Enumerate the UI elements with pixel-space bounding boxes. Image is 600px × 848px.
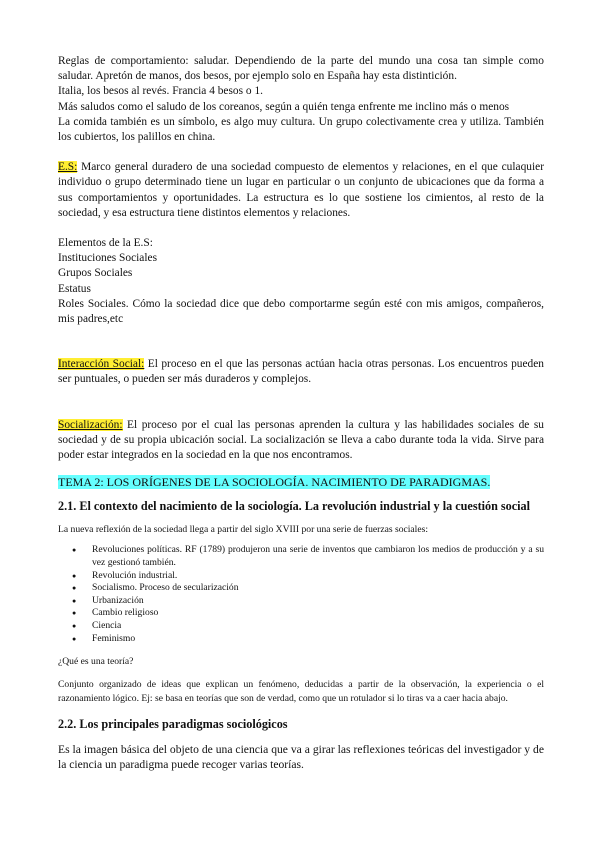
text-line: Más saludos como el saludo de los coreanos, según a quién tenga enfrente me inclino más o menos: [58, 100, 510, 113]
socializacion-term: Socialización:: [58, 418, 123, 431]
list-item: ● Revolución industrial.: [92, 570, 544, 583]
es-term: E.S:: [58, 161, 78, 174]
greetings-notes: [58, 54, 544, 145]
section-2-1-heading: 2.1. El contexto del nacimiento de la sociología. La revolución industrial y la cuestión social: [58, 499, 531, 514]
list-item: ● Cambio religioso: [92, 607, 544, 620]
interaccion-term: Interacción Social:: [58, 358, 145, 371]
document-page: [58, 54, 544, 773]
socializacion-definition: [58, 418, 544, 464]
elementos-item: Grupos Sociales: [58, 267, 133, 280]
interaccion-text: El proceso en el que las personas actúan hacia otras personas. Los encuentros pueden ser puntuales, o pueden ser más duraderos y complejos.: [58, 358, 544, 386]
elementos-list: [58, 236, 544, 327]
elementos-item: Roles Sociales. Cómo la sociedad dice que debo comportarme según esté con mis amigos, compañeros, mis padres,etc: [58, 297, 544, 326]
forces-list: [58, 544, 544, 645]
socializacion-text: El proceso por el cual las personas aprenden la cultura y las habilidades sociales de su sociedad y de su propia ubicación social. La socialización se lleva a cabo durante toda la vida. Sirve para poder estar integrados en la sociedad en la que nos encontramos.: [58, 418, 544, 462]
tema-heading-wrap: [58, 474, 544, 490]
es-text: Marco general duradero de una sociedad compuesto de elementos y relaciones, en el que culaquier individuo o grupo determinado tiene un lugar en particular o un conjunto de ubicaciones que da forma a sus comportamientos y oportunidades. La estructura es lo que sostiene los cimientos, al resto de la sociedad, y esa estructura tiene distintos elementos y relaciones.: [58, 161, 544, 219]
list-item: ● Urbanización: [92, 595, 544, 608]
list-item: ● Ciencia: [92, 620, 544, 633]
section-2-2-heading: 2.2. Los principales paradigmas sociológicos: [58, 716, 288, 731]
list-item: ● Revoluciones políticas. RF (1789) produjeron una serie de inventos que cambiaron los medios de producción y a su vez gestionó también.: [92, 544, 544, 569]
interaccion-definition: [58, 357, 544, 387]
text-line: Reglas de comportamiento: saludar. Dependiendo de la parte del mundo una cosa tan simple como saludar. Apretón de manos, dos besos, por ejemplo solo en España hay esta distintición.: [58, 55, 544, 83]
list-item: ● Socialismo. Proceso de secularización: [92, 582, 544, 595]
es-definition: [58, 160, 544, 221]
elementos-title: Elementos de la E.S:: [58, 237, 153, 250]
section-2-2-text: Es la imagen básica del objeto de una ciencia que va a girar las reflexiones teóricas del investigador y de la ciencia un paradigma puede recoger varias teorías.: [58, 742, 544, 772]
text-line: La comida también es un símbolo, es algo muy cultura. Un grupo colectivamente crea y utiliza. También los cubiertos, los palillos en china.: [58, 115, 544, 144]
theory-answer: Conjunto organizado de ideas que explican un fenómeno, deducidas a partir de la observación, la experiencia o el razonamiento lógico. Ej: se basa en teorías que son de verdad, como que un rotulador si lo tiras va a caer hacia abajo.: [58, 679, 544, 704]
text-line: Italia, los besos al revés. Francia 4 besos o 1.: [58, 85, 263, 98]
section-2-1-intro: La nueva reflexión de la sociedad llega a partir del siglo XVIII por una serie de fuerzas sociales:: [58, 524, 429, 536]
elementos-item: Estatus: [58, 282, 91, 295]
tema-heading: TEMA 2: LOS ORÍGENES DE LA SOCIOLOGÍA. NACIMIENTO DE PARADIGMAS.: [58, 475, 491, 490]
elementos-item: Instituciones Sociales: [58, 252, 158, 265]
list-item: ● Feminismo: [92, 633, 544, 646]
theory-question: ¿Qué es una teoría?: [58, 656, 134, 668]
